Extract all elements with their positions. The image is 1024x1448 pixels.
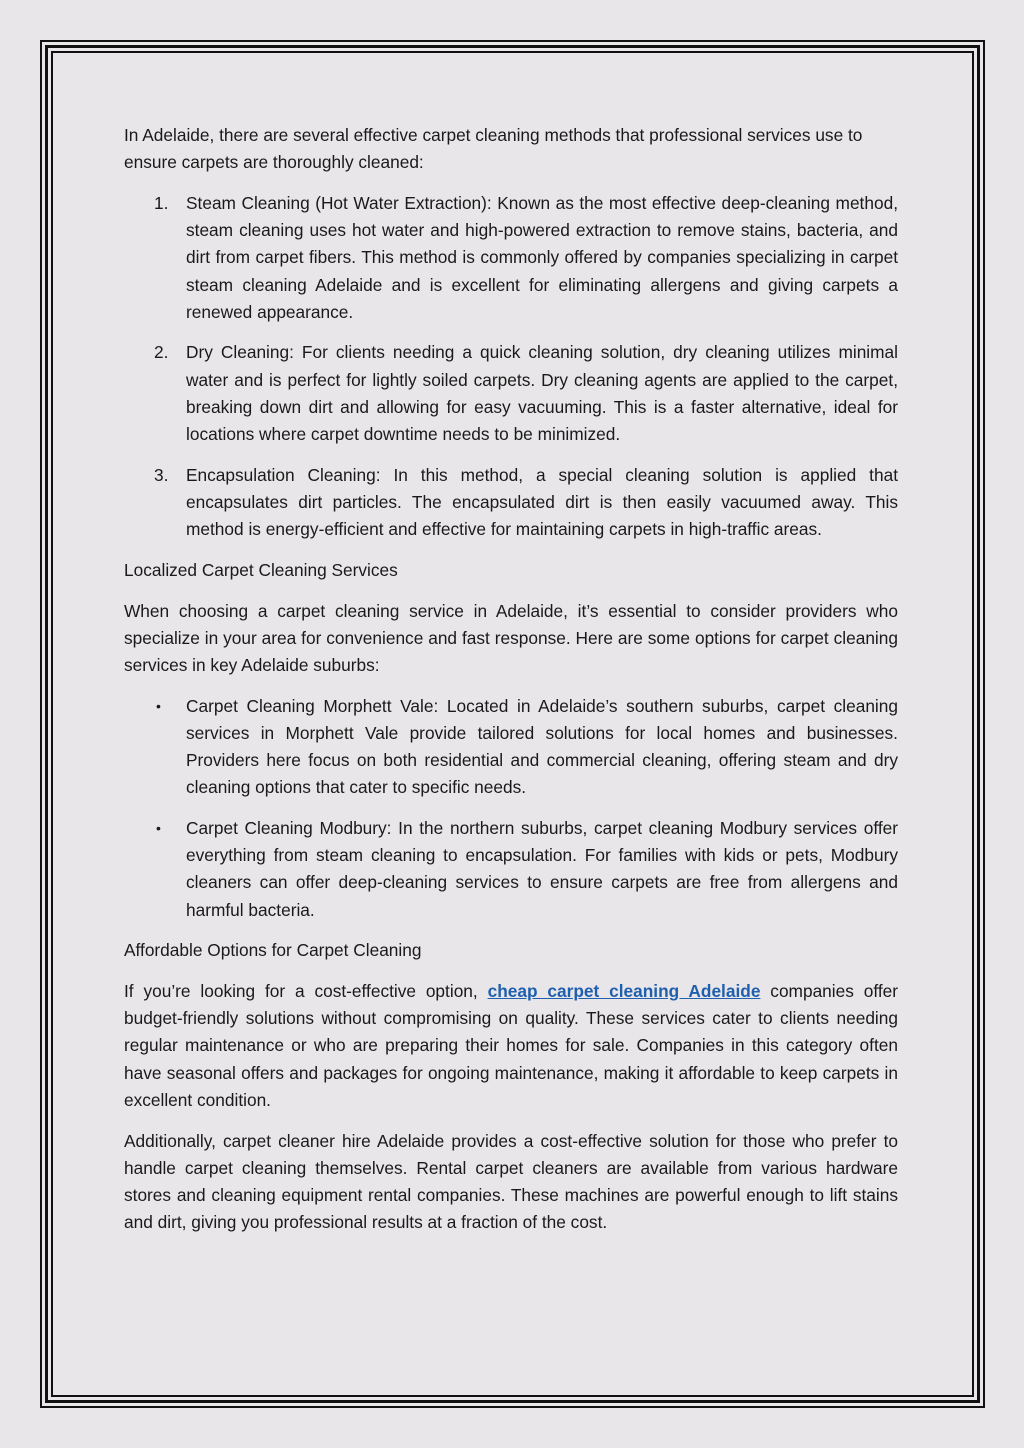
list-item	[124, 693, 898, 802]
list-number: 1.	[154, 192, 169, 213]
intro-paragraph: In Adelaide, there are several effective carpet cleaning methods that professional services use to ensure carpets are thoroughly cleaned:	[124, 125, 863, 173]
localized-intro-paragraph: When choosing a carpet cleaning service in Adelaide, it’s essential to consider providers who specialize in your area for convenience and fast response. Here are some options for carpet cleaning services in key Adelaide suburbs:	[124, 600, 898, 675]
affordable-text-before: If you’re looking for a cost-effective option,	[124, 980, 488, 1001]
list-item	[124, 190, 898, 326]
list-number: 2.	[154, 342, 169, 363]
cleaning-methods-list	[124, 190, 898, 543]
list-item-text: Encapsulation Cleaning: In this method, a special cleaning solution is applied that encapsulates dirt particles. The encapsulated dirt is then easily vacuumed away. This method is energy-efficient and effective for maintaining carpets in high-traffic areas.	[186, 464, 898, 540]
additional-paragraph: Additionally, carpet cleaner hire Adelaide provides a cost-effective solution for those who prefer to handle carpet cleaning themselves. Rental carpet cleaners are available from various hardware stores and cleaning equipment rental companies. These machines are powerful enough to lift stains and dirt, giving you professional results at a fraction of the cost.	[124, 1130, 898, 1233]
bullet-icon: •	[156, 819, 161, 836]
suburbs-list	[124, 693, 898, 924]
section-heading-localized: Localized Carpet Cleaning Services	[124, 559, 398, 580]
list-number: 3.	[154, 464, 169, 485]
list-item	[124, 462, 898, 544]
list-item-text: Carpet Cleaning Morphett Vale: Located in Adelaide’s southern suburbs, carpet cleaning services in Morphett Vale provide tailored solutions for local homes and businesses. Providers here focus on both residential and commercial cleaning, offering steam and dry cleaning options that cater to specific needs.	[186, 695, 898, 798]
list-item-text: Carpet Cleaning Modbury: In the northern suburbs, carpet cleaning Modbury services offer everything from steam cleaning to encapsulation. For families with kids or pets, Modbury cleaners can offer deep-cleaning services to ensure carpets are free from allergens and harmful bacteria.	[186, 817, 898, 920]
bullet-icon: •	[156, 697, 161, 714]
cheap-carpet-cleaning-link[interactable]: cheap carpet cleaning Adelaide	[487, 980, 761, 1001]
list-item	[124, 815, 898, 924]
document-body	[124, 122, 898, 1250]
affordable-paragraph	[124, 978, 898, 1114]
section-heading-affordable: Affordable Options for Carpet Cleaning	[124, 940, 422, 961]
list-item	[124, 339, 898, 448]
list-item-text: Steam Cleaning (Hot Water Extraction): Known as the most effective deep-cleaning method, steam cleaning uses hot water and high-powered extraction to remove stains, bacteria, and dirt from carpet fibers. This method is commonly offered by companies specializing in carpet steam cleaning Adelaide and is excellent for eliminating allergens and giving carpets a renewed appearance.	[186, 192, 898, 322]
affordable-text-after: companies offer budget-friendly solutions without compromising on quality. These services cater to clients needing regular maintenance or who are preparing their homes for sale. Companies in this category often have seasonal offers and packages for ongoing maintenance, making it affordable to keep carpets in excellent condition.	[124, 980, 898, 1110]
list-item-text: Dry Cleaning: For clients needing a quick cleaning solution, dry cleaning utilizes minimal water and is perfect for lightly soiled carpets. Dry cleaning agents are applied to the carpet, breaking down dirt and allowing for easy vacuuming. This is a faster alternative, ideal for locations where carpet downtime needs to be minimized.	[186, 342, 898, 445]
